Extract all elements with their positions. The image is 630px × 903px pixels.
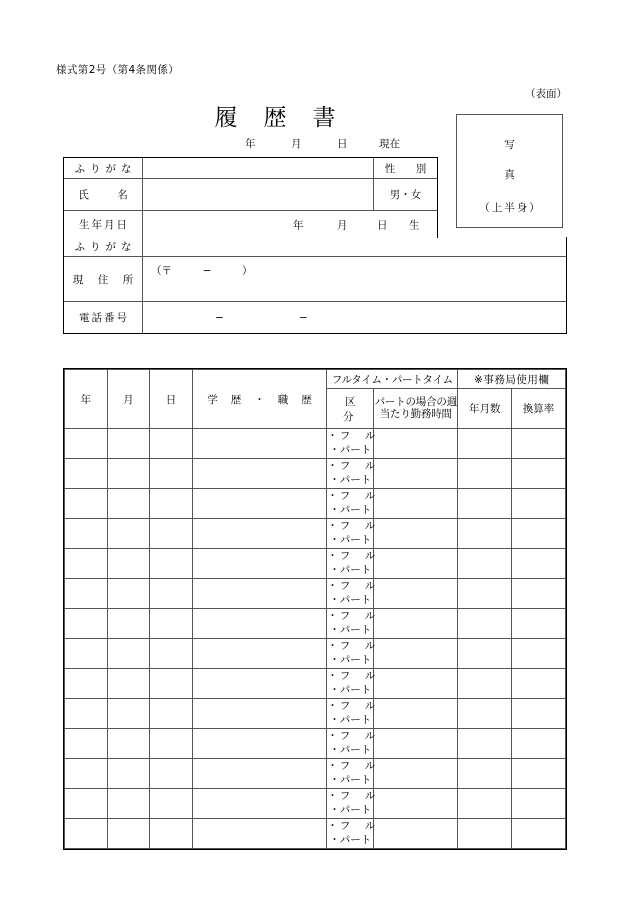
cell-day[interactable] [150,609,193,639]
table-row [65,819,566,849]
birthdate-suffix-mark: 生 [409,219,420,231]
birthdate-marks [293,217,420,232]
address-label: 現 住 所 [64,257,143,301]
kubun-option-full[interactable]: ・フ ル [327,759,378,772]
cell-education-career[interactable] [192,579,326,609]
cell-day[interactable] [150,549,193,579]
cell-education-career[interactable] [192,639,326,669]
cell-conversion-rate[interactable] [512,819,566,849]
cell-conversion-rate[interactable] [512,519,566,549]
cell-education-career[interactable] [192,459,326,489]
cell-months[interactable] [458,759,512,789]
table-row [65,429,566,459]
cell-month[interactable] [107,429,150,459]
cell-months[interactable] [458,489,512,519]
cell-education-career[interactable] [192,669,326,699]
cell-month[interactable] [107,549,150,579]
cell-part-hours[interactable] [374,609,458,639]
postal-dash-mark: − [202,265,212,277]
telephone-dash-2: − [299,311,308,324]
header-part-hours: パートの場合の週当たり勤務時間 [374,389,458,429]
history-table-wrapper [63,368,567,850]
photo-box[interactable] [456,114,563,228]
cell-kubun[interactable] [327,729,378,759]
header-office-use: ※事務局使用欄 [458,370,566,389]
cell-year[interactable] [65,789,108,819]
cell-months[interactable] [458,789,512,819]
furigana-input[interactable] [143,158,373,178]
kubun-option-part[interactable]: ・パート [329,803,372,816]
table-row [65,519,566,549]
cell-day[interactable] [150,519,193,549]
photo-label-line2: 真 [504,169,515,181]
kubun-option-full[interactable]: ・フ ル [327,519,378,532]
cell-conversion-rate[interactable] [512,639,566,669]
telephone-dash-1: − [215,311,224,324]
cell-month[interactable] [107,699,150,729]
history-table-body [65,429,566,849]
kubun-option-full[interactable]: ・フ ル [327,549,378,562]
cell-conversion-rate[interactable] [512,549,566,579]
cell-kubun[interactable] [327,549,378,579]
kubun-option-full[interactable]: ・フ ル [327,819,378,832]
cell-part-hours[interactable] [374,639,458,669]
cell-months[interactable] [458,549,512,579]
cell-part-hours[interactable] [374,729,458,759]
postal-code-marks [151,263,253,278]
furigana-label: ふりがな [64,158,143,178]
cell-year[interactable] [65,549,108,579]
cell-education-career[interactable] [192,429,326,459]
address-input[interactable] [143,257,566,301]
table-row [65,759,566,789]
kubun-option-part[interactable]: ・パート [329,773,372,786]
kubun-option-full[interactable]: ・フ ル [327,489,378,502]
cell-conversion-rate[interactable] [512,459,566,489]
header-year: 年 [65,370,108,429]
cell-part-hours[interactable] [374,549,458,579]
cell-months[interactable] [458,519,512,549]
cell-kubun[interactable] [327,819,378,849]
cell-month[interactable] [107,789,150,819]
cell-day[interactable] [150,429,193,459]
cell-part-hours[interactable] [374,759,458,789]
row-furigana-name [64,158,437,179]
cell-day[interactable] [150,669,193,699]
table-row [65,789,566,819]
cell-day[interactable] [150,459,193,489]
history-table-head [65,370,566,429]
cell-conversion-rate[interactable] [512,789,566,819]
birthdate-year-mark: 年 [293,219,304,231]
table-row [65,489,566,519]
table-row [65,699,566,729]
cell-day[interactable] [150,639,193,669]
gender-options[interactable]: 男・女 [373,179,437,210]
header-months: 年月数 [458,389,512,429]
kubun-option-full[interactable]: ・フ ル [327,579,378,592]
table-row [65,459,566,489]
cell-year[interactable] [65,819,108,849]
telephone-dash-marks [215,312,383,324]
table-row [65,669,566,699]
cell-year[interactable] [65,459,108,489]
cell-month[interactable] [107,519,150,549]
cell-conversion-rate[interactable] [512,429,566,459]
cell-day[interactable] [150,489,193,519]
cell-months[interactable] [458,429,512,459]
cell-months[interactable] [458,669,512,699]
cell-year[interactable] [65,639,108,669]
kubun-option-full[interactable]: ・フ ル [327,609,378,622]
cell-part-hours[interactable] [374,579,458,609]
title-date-day: 日 [337,138,348,150]
cell-part-hours[interactable] [374,669,458,699]
title-date-year: 年 [245,138,256,150]
cell-year[interactable] [65,699,108,729]
header-education-career: 学歴・職歴 [192,370,326,429]
cell-kubun[interactable] [327,789,378,819]
cell-year[interactable] [65,519,108,549]
cell-month[interactable] [107,579,150,609]
cell-day[interactable] [150,729,193,759]
cell-month[interactable] [107,639,150,669]
cell-months[interactable] [458,729,512,759]
cell-month[interactable] [107,459,150,489]
row-telephone [64,302,566,333]
cell-day[interactable] [150,699,193,729]
cell-part-hours[interactable] [374,489,458,519]
page-title: 履歴書 [214,105,362,131]
cell-day[interactable] [150,789,193,819]
cell-education-career[interactable] [192,549,326,579]
kubun-option-part[interactable]: ・パート [329,443,372,456]
header-day: 日 [150,370,193,429]
cell-part-hours[interactable] [374,789,458,819]
cell-kubun[interactable] [327,519,378,549]
cell-conversion-rate[interactable] [512,609,566,639]
cell-education-career[interactable] [192,699,326,729]
kubun-option-part[interactable]: ・パート [329,743,372,756]
cell-months[interactable] [458,639,512,669]
cell-education-career[interactable] [192,489,326,519]
table-row [65,579,566,609]
telephone-label: 電話番号 [64,302,143,333]
table-row [65,639,566,669]
header-kubun: 区 分 [327,389,374,429]
postal-close-mark: ） [242,265,253,277]
cell-months[interactable] [458,699,512,729]
cell-part-hours[interactable] [374,519,458,549]
kubun-option-part[interactable]: ・パート [329,683,372,696]
photo-label-line3: （上半身） [479,202,542,214]
name-input[interactable] [143,179,373,210]
history-header-row-1 [65,370,566,389]
cell-month[interactable] [107,729,150,759]
side-label: （表面） [525,88,567,100]
cell-kubun[interactable] [327,699,378,729]
table-row [65,729,566,759]
name-label: 氏 名 [64,179,143,210]
cell-conversion-rate[interactable] [512,489,566,519]
cell-day[interactable] [150,819,193,849]
furigana-address-label: ふりがな [64,237,143,256]
cell-months[interactable] [458,459,512,489]
photo-label-line1: 写 [504,139,515,151]
cell-kubun[interactable] [327,489,378,519]
cell-kubun[interactable] [327,579,378,609]
kubun-option-part[interactable]: ・パート [329,563,372,576]
furigana-address-input[interactable] [143,237,566,256]
title-date-month: 月 [291,138,302,150]
cell-education-career[interactable] [192,789,326,819]
gender-label: 性 別 [373,158,437,178]
cell-kubun[interactable] [327,759,378,789]
cell-kubun[interactable] [327,459,378,489]
kubun-option-part[interactable]: ・パート [329,473,372,486]
table-row [65,549,566,579]
kubun-option-part[interactable]: ・パート [329,503,372,516]
cell-months[interactable] [458,579,512,609]
cell-year[interactable] [65,729,108,759]
cell-year[interactable] [65,609,108,639]
title-date-current: 現在 [379,138,400,150]
title-date-line [245,136,400,151]
kubun-option-full[interactable]: ・フ ル [327,459,378,472]
kubun-option-full[interactable]: ・フ ル [327,789,378,802]
header-fulltime-parttime: フルタイム・パートタイム [327,370,458,389]
kubun-option-full[interactable]: ・フ ル [327,729,378,742]
cell-part-hours[interactable] [374,459,458,489]
cell-year[interactable] [65,669,108,699]
personal-info-upper-table [63,157,438,238]
table-row [65,609,566,639]
cell-year[interactable] [65,429,108,459]
cell-education-career[interactable] [192,609,326,639]
form-number-label: 様式第2号（第4条関係） [56,64,180,76]
kubun-option-part[interactable]: ・パート [329,623,372,636]
cell-kubun[interactable] [327,639,378,669]
history-table [64,369,566,849]
cell-kubun[interactable] [327,669,378,699]
kubun-option-part[interactable]: ・パート [329,593,372,606]
cell-conversion-rate[interactable] [512,759,566,789]
cell-year[interactable] [65,489,108,519]
row-birthdate [64,211,437,238]
birthdate-month-mark: 月 [337,219,348,231]
cell-kubun[interactable] [327,609,378,639]
cell-year[interactable] [65,579,108,609]
cell-education-career[interactable] [192,759,326,789]
birthdate-day-mark: 日 [377,219,388,231]
row-address [64,257,566,302]
cell-month[interactable] [107,819,150,849]
cell-conversion-rate[interactable] [512,669,566,699]
cell-education-career[interactable] [192,519,326,549]
cell-months[interactable] [458,819,512,849]
cell-kubun[interactable] [327,429,378,459]
kubun-option-full[interactable]: ・フ ル [327,669,378,682]
kubun-option-part[interactable]: ・パート [329,653,372,666]
cell-conversion-rate[interactable] [512,729,566,759]
kubun-option-full[interactable]: ・フ ル [327,699,378,712]
cell-months[interactable] [458,609,512,639]
cell-day[interactable] [150,579,193,609]
birthdate-label: 生年月日 [64,211,143,238]
birthdate-input[interactable] [143,211,437,238]
telephone-input[interactable] [143,302,566,333]
header-conversion-rate: 換算率 [512,389,566,429]
cell-conversion-rate[interactable] [512,699,566,729]
kubun-option-part[interactable]: ・パート [329,833,372,846]
cell-conversion-rate[interactable] [512,579,566,609]
cell-month[interactable] [107,669,150,699]
cell-month[interactable] [107,609,150,639]
kubun-option-full[interactable]: ・フ ル [327,639,378,652]
kubun-option-part[interactable]: ・パート [329,713,372,726]
kubun-option-full[interactable]: ・フ ル [327,429,378,442]
personal-info-lower-table [63,237,567,334]
row-name [64,179,437,211]
kubun-option-part[interactable]: ・パート [329,533,372,546]
header-month: 月 [107,370,150,429]
cell-month[interactable] [107,489,150,519]
cell-year[interactable] [65,759,108,789]
cell-month[interactable] [107,759,150,789]
cell-education-career[interactable] [192,819,326,849]
cell-education-career[interactable] [192,729,326,759]
cell-part-hours[interactable] [374,819,458,849]
cell-part-hours[interactable] [374,429,458,459]
cell-day[interactable] [150,759,193,789]
row-furigana-address [64,237,566,257]
cell-part-hours[interactable] [374,699,458,729]
postal-open-mark: （〒 [151,265,172,277]
